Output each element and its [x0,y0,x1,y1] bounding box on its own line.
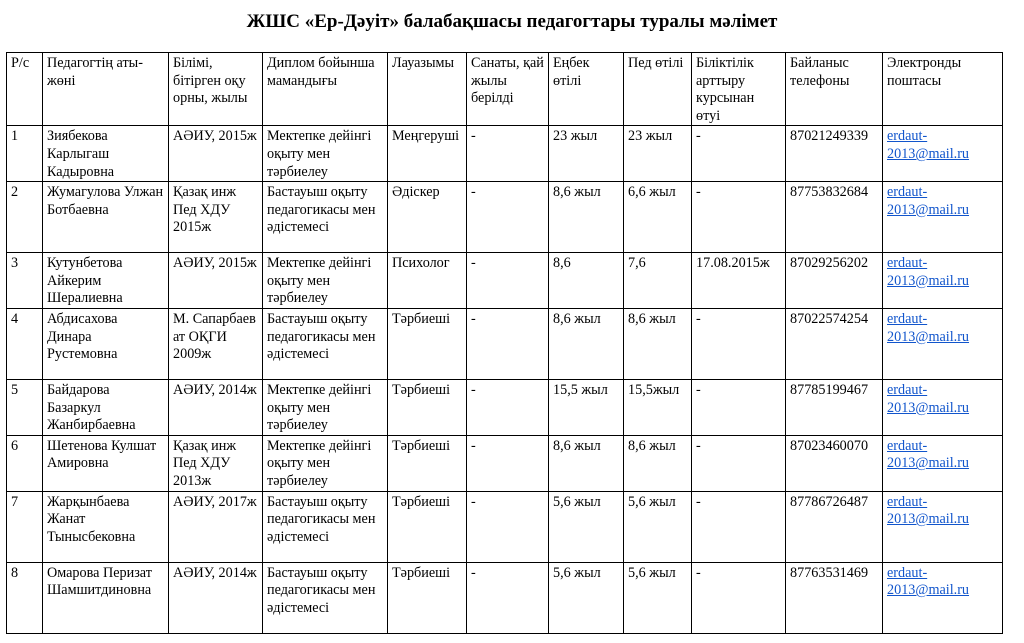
cell-position: Әдіскер [388,182,467,253]
cell-qualification: - [692,491,786,562]
cell-qualification: - [692,562,786,633]
cell-phone: 87022574254 [786,308,883,379]
cell-education: Қазақ инж Пед ХДУ 2013ж [169,435,263,491]
cell-email [883,491,1003,562]
cell-qualification: - [692,182,786,253]
col-header-category: Санаты, қай жылы берілді [467,53,549,126]
cell-name: Байдарова Базаркул Жанбирбаевна [43,379,169,435]
col-header-phone: Байланыс телефоны [786,53,883,126]
cell-specialty: Бастауыш оқыту педагогикасы мен әдістемесі [263,491,388,562]
cell-phone: 87023460070 [786,435,883,491]
cell-position: Психолог [388,253,467,309]
cell-ped-experience: 7,6 [624,253,692,309]
cell-education: АӘИУ, 2017ж [169,491,263,562]
cell-ped-experience: 5,6 жыл [624,491,692,562]
cell-work-experience: 15,5 жыл [549,379,624,435]
col-header-name: Педагогтің аты-жөні [43,53,169,126]
cell-name: Омарова Перизат Шамшитдиновна [43,562,169,633]
cell-email [883,379,1003,435]
cell-email [883,126,1003,182]
cell-qualification: - [692,308,786,379]
cell-qualification: - [692,126,786,182]
cell-work-experience: 5,6 жыл [549,562,624,633]
cell-position: Меңгеруші [388,126,467,182]
email-link[interactable]: erdaut-2013@mail.ru [887,493,970,528]
cell-qualification: 17.08.2015ж [692,253,786,309]
email-link[interactable]: erdaut-2013@mail.ru [887,310,970,345]
cell-category: - [467,308,549,379]
cell-email [883,562,1003,633]
cell-number: 3 [7,253,43,309]
cell-category: - [467,562,549,633]
cell-phone: 87786726487 [786,491,883,562]
col-header-work-experience: Еңбек өтілі [549,53,624,126]
cell-number: 4 [7,308,43,379]
cell-position: Тәрбиеші [388,562,467,633]
email-link[interactable]: erdaut-2013@mail.ru [887,564,970,599]
cell-education: Қазақ инж Пед ХДУ 2015ж [169,182,263,253]
cell-email [883,435,1003,491]
cell-name: Жарқынбаева Жанат Тынысбековна [43,491,169,562]
cell-qualification: - [692,379,786,435]
col-header-position: Лауазымы [388,53,467,126]
cell-work-experience: 8,6 жыл [549,435,624,491]
cell-work-experience: 5,6 жыл [549,491,624,562]
cell-phone: 87785199467 [786,379,883,435]
cell-education: М. Сапарбаев ат ОҚГИ 2009ж [169,308,263,379]
cell-category: - [467,126,549,182]
cell-category: - [467,182,549,253]
cell-specialty: Мектепке дейінгі оқыту мен тәрбиелеу [263,435,388,491]
cell-category: - [467,435,549,491]
cell-position: Тәрбиеші [388,491,467,562]
col-header-ped-experience: Пед өтілі [624,53,692,126]
col-header-email: Электронды поштасы [883,53,1003,126]
cell-education: АӘИУ, 2015ж [169,126,263,182]
cell-number: 5 [7,379,43,435]
cell-position: Тәрбиеші [388,308,467,379]
cell-specialty: Бастауыш оқыту педагогикасы мен әдістемесі [263,308,388,379]
table-row [7,182,1003,253]
table-row [7,308,1003,379]
cell-category: - [467,491,549,562]
cell-specialty: Мектепке дейінгі оқыту мен тәрбиелеу [263,253,388,309]
cell-specialty: Бастауыш оқыту педагогикасы мен әдістемесі [263,182,388,253]
cell-name: Зиябекова Карлыгаш Кадыровна [43,126,169,182]
col-header-specialty: Диплом бойынша мамандығы [263,53,388,126]
cell-ped-experience: 5,6 жыл [624,562,692,633]
table-row [7,253,1003,309]
cell-category: - [467,379,549,435]
staff-table [6,52,1003,634]
col-header-education: Білімі, бітірген оқу орны, жылы [169,53,263,126]
cell-ped-experience: 8,6 жыл [624,308,692,379]
cell-work-experience: 8,6 жыл [549,308,624,379]
cell-work-experience: 8,6 [549,253,624,309]
table-row [7,126,1003,182]
cell-phone: 87763531469 [786,562,883,633]
cell-phone: 87021249339 [786,126,883,182]
cell-number: 2 [7,182,43,253]
cell-name: Кутунбетова Айкерим Шералиевна [43,253,169,309]
cell-email [883,308,1003,379]
cell-education: АӘИУ, 2015ж [169,253,263,309]
cell-email [883,253,1003,309]
cell-specialty: Мектепке дейінгі оқыту мен тәрбиелеу [263,126,388,182]
cell-position: Тәрбиеші [388,379,467,435]
cell-specialty: Бастауыш оқыту педагогикасы мен әдістемесі [263,562,388,633]
cell-education: АӘИУ, 2014ж [169,562,263,633]
cell-name: Абдисахова Динара Рустемовна [43,308,169,379]
cell-phone: 87029256202 [786,253,883,309]
email-link[interactable]: erdaut-2013@mail.ru [887,255,970,289]
cell-category: - [467,253,549,309]
cell-number: 6 [7,435,43,491]
cell-phone: 87753832684 [786,182,883,253]
table-row [7,379,1003,435]
cell-ped-experience: 8,6 жыл [624,435,692,491]
cell-number: 8 [7,562,43,633]
col-header-qualification: Біліктілік арттыру курсынан өтуі [692,53,786,126]
cell-email [883,182,1003,253]
col-header-number: Р/с [7,53,43,126]
cell-number: 7 [7,491,43,562]
cell-name: Жумагулова Улжан Ботбаевна [43,182,169,253]
cell-work-experience: 8,6 жыл [549,182,624,253]
email-link[interactable]: erdaut-2013@mail.ru [887,184,970,218]
table-header-row [7,53,1003,126]
email-link[interactable]: erdaut-2013@mail.ru [887,437,970,472]
cell-specialty: Мектепке дейінгі оқыту мен тәрбиелеу [263,379,388,435]
table-row [7,435,1003,491]
email-link[interactable]: erdaut-2013@mail.ru [887,381,970,416]
table-row [7,562,1003,633]
cell-work-experience: 23 жыл [549,126,624,182]
cell-ped-experience: 15,5жыл [624,379,692,435]
email-link[interactable]: erdaut-2013@mail.ru [887,128,970,162]
cell-education: АӘИУ, 2014ж [169,379,263,435]
table-row [7,491,1003,562]
cell-name: Шетенова Кулшат Амировна [43,435,169,491]
cell-ped-experience: 6,6 жыл [624,182,692,253]
document-title: ЖШС «Ер-Дәуіт» балабақшасы педагогтары туралы мәлімет [246,11,778,32]
cell-qualification: - [692,435,786,491]
cell-ped-experience: 23 жыл [624,126,692,182]
cell-number: 1 [7,126,43,182]
cell-position: Тәрбиеші [388,435,467,491]
